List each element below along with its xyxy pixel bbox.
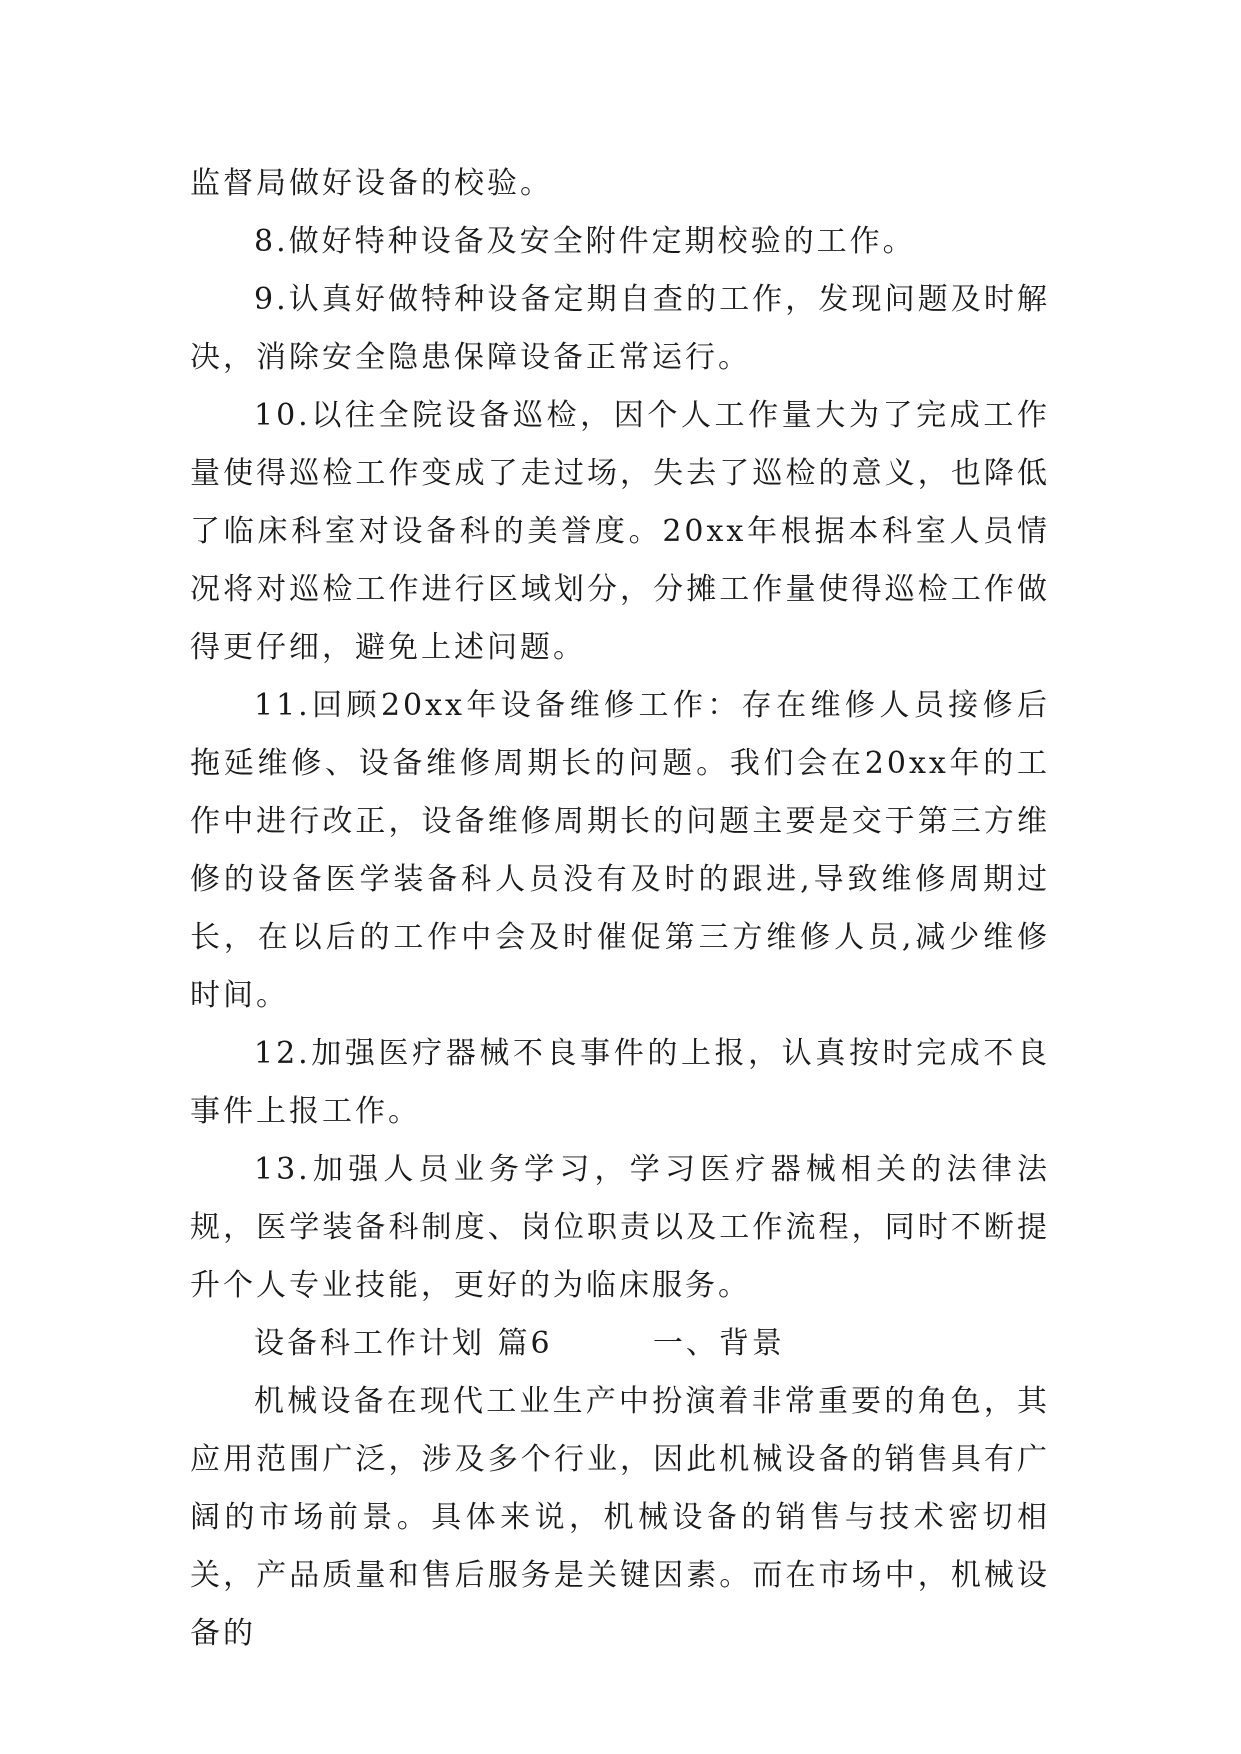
paragraph-item-10: 10.以往全院设备巡检，因个人工作量大为了完成工作量使得巡检工作变成了走过场，失去了巡检的意义，也降低了临床科室对设备科的美誉度。20xx年根据本科室人员情况将对巡检工作进行区域划分，分摊工作量使得巡检工作做得更仔细，避免上述问题。	[190, 398, 1050, 665]
paragraph-item-13: 13.加强人员业务学习，学习医疗器械相关的法律法规，医学装备科制度、岗位职责以及工作流程，同时不断提升个人专业技能，更好的为临床服务。	[190, 1152, 1050, 1303]
paragraph-item-9: 9.认真好做特种设备定期自查的工作，发现问题及时解决，消除安全隐患保障设备正常运行。	[190, 282, 1050, 375]
paragraph-item-12: 12.加强医疗器械不良事件的上报，认真按时完成不良事件上报工作。	[190, 1036, 1050, 1129]
section-title: 设备科工作计划 篇6	[254, 1326, 553, 1361]
paragraph-continuation: 监督局做好设备的校验。	[190, 166, 553, 201]
section-subtitle: 一、背景	[652, 1326, 785, 1361]
paragraph-background: 机械设备在现代工业生产中扮演着非常重要的角色，其应用范围广泛，涉及多个行业，因此机械设备的销售具有广阔的市场前景。具体来说，机械设备的销售与技术密切相关，产品质量和售后服务是关键因素。而在市场中，机械设备的	[190, 1384, 1050, 1651]
document-body	[190, 155, 1050, 1663]
paragraph-item-8: 8.做好特种设备及安全附件定期校验的工作。	[254, 224, 916, 259]
paragraph-item-11: 11.回顾20xx年设备维修工作：存在维修人员接修后拖延维修、设备维修周期长的问题。我们会在20xx年的工作中进行改正，设备维修周期长的问题主要是交于第三方维修的设备医学装备科人员没有及时的跟进,导致维修周期过长，在以后的工作中会及时催促第三方维修人员,减少维修时间。	[190, 688, 1050, 1013]
section-heading	[190, 1315, 1050, 1373]
